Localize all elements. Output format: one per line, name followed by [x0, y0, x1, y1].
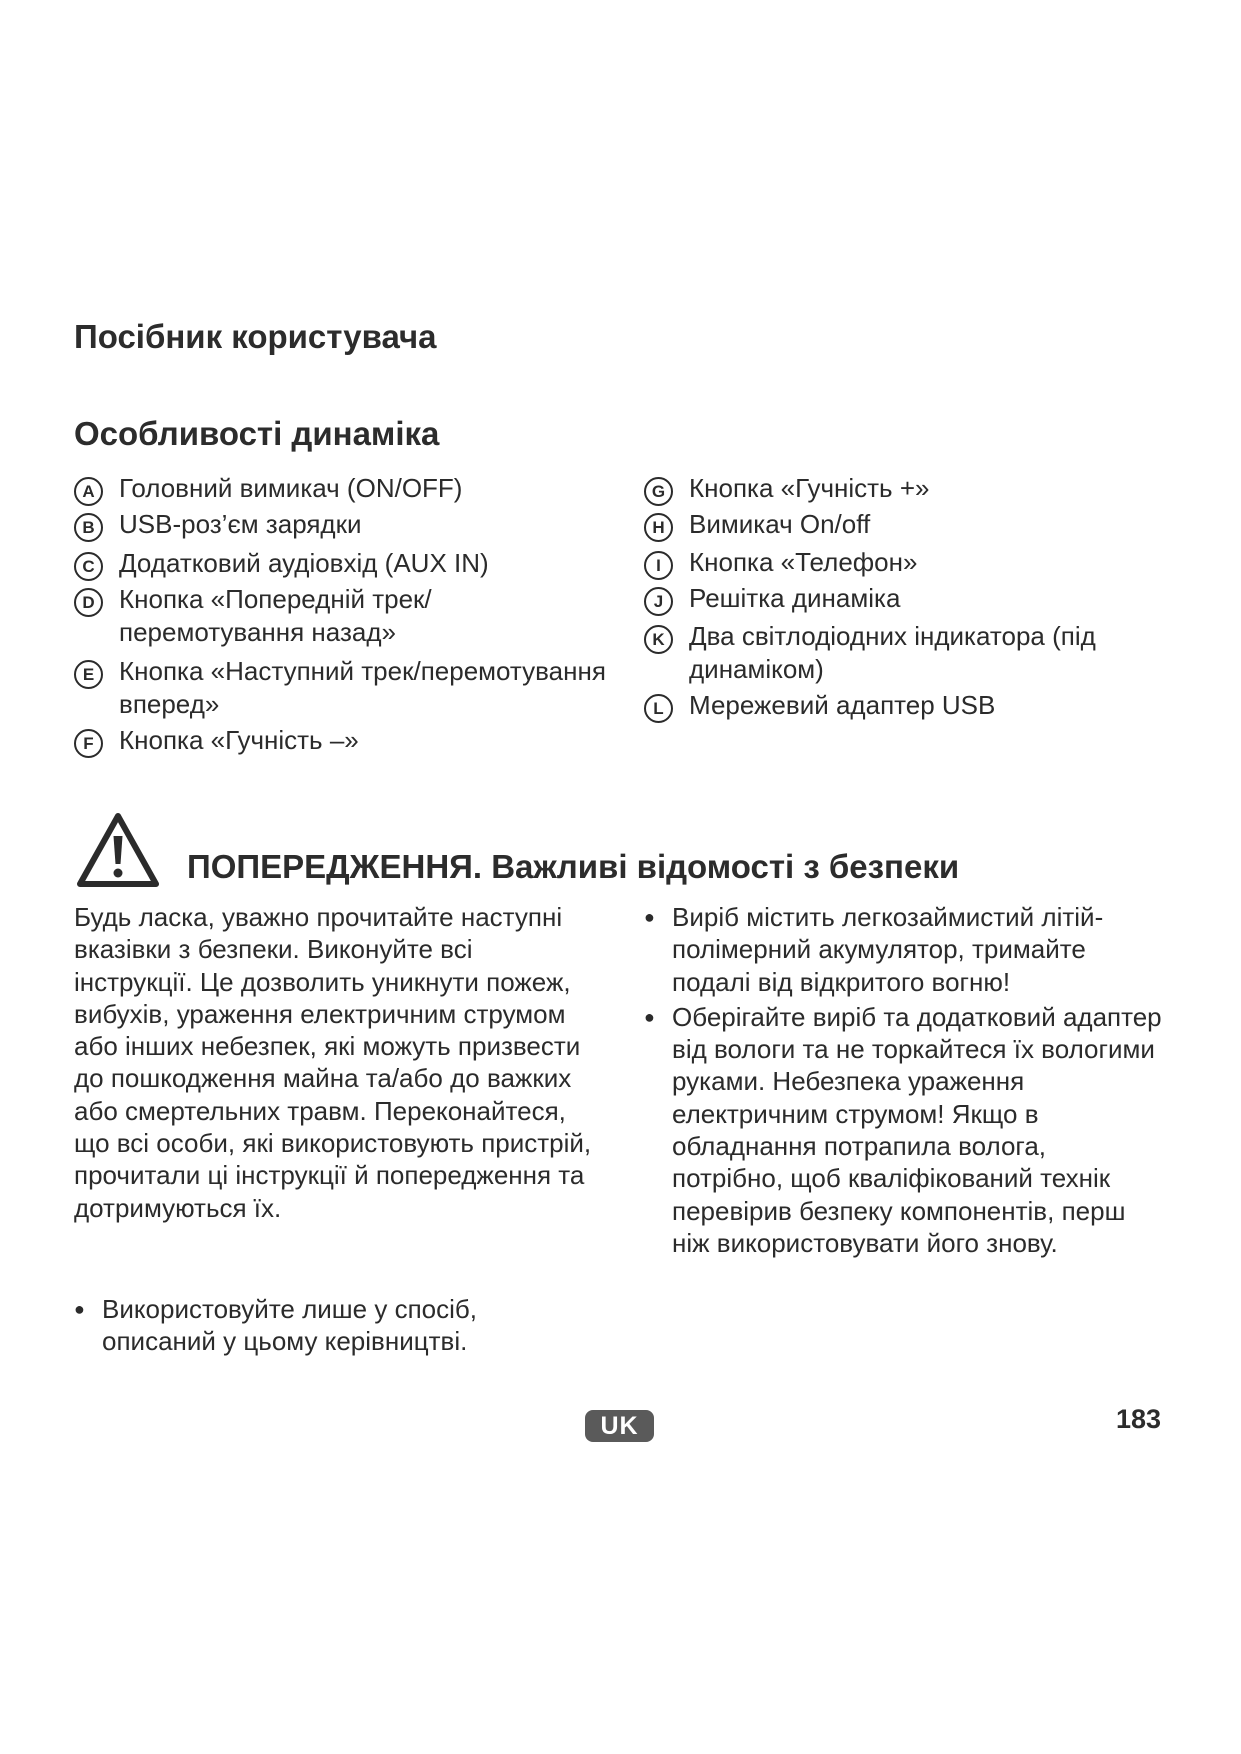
page-number: 183 — [1116, 1404, 1162, 1434]
circle-letter-h-icon: H — [644, 513, 673, 542]
feature-item — [644, 620, 1164, 686]
feature-text: USB-роз’єм зарядки — [119, 509, 362, 539]
language-badge: UK — [585, 1410, 654, 1442]
safety-bullets-right — [644, 901, 1164, 1262]
circle-letter-a-icon: A — [74, 477, 103, 506]
feature-text: Кнопка «Наступний трек/перемотування вперед» — [119, 656, 606, 719]
feature-text: Мережевий адаптер USB — [689, 690, 996, 720]
feature-item — [74, 583, 614, 649]
feature-text: Кнопка «Гучність +» — [689, 473, 930, 503]
feature-text: Додатковий аудіовхід (AUX IN) — [119, 548, 489, 578]
circle-letter-e-icon: E — [74, 660, 103, 689]
features-list-right — [644, 472, 1164, 722]
circle-letter-g-icon: G — [644, 477, 673, 506]
circle-letter-l-icon: L — [644, 694, 673, 723]
feature-text: Два світлодіодних індикатора (під динаміком) — [689, 621, 1096, 684]
safety-intro-paragraph: Будь ласка, уважно прочитайте наступні вказівки з безпеки. Виконуйте всі інструкції. Це дозволить уникнути пожеж, вибухів, ураження електричним струмом або інших небезпек, які можуть призвести до пошкодження майна та/або до важких або смертельних травм. Переконайтеся, що всі особи, які використовують пристрій, прочитали ці інструкції й попередження та дотримуються їх. — [74, 902, 592, 1223]
circle-letter-d-icon: D — [74, 588, 103, 617]
circle-letter-f-icon: F — [74, 729, 103, 758]
circle-letter-j-icon: J — [644, 587, 673, 616]
features-list-left — [74, 472, 614, 757]
feature-item — [74, 472, 614, 505]
feature-text: Кнопка «Попередній трек/перемотування назад» — [119, 584, 432, 647]
warning-triangle-icon — [76, 812, 160, 888]
safety-bullet: ● Оберігайте виріб та додатковий адаптер від вологи та не торкайтеся їх вологими руками. Небезпека ураження електричним струмом! Якщо в обладнання потрапила волога, потрібно, щоб кваліфікований технік перевірив безпеку компонентів, перш ніж використовувати його знову. — [644, 1001, 1164, 1259]
safety-bullet: ● Виріб містить легкозаймистий літій-полімерний акумулятор, тримайте подалі від відкритого вогню! — [644, 901, 1164, 998]
feature-text: Кнопка «Гучність –» — [119, 725, 359, 755]
feature-text: Кнопка «Телефон» — [689, 547, 918, 577]
feature-text: Головний вимикач (ON/OFF) — [119, 473, 463, 503]
feature-item — [644, 546, 1164, 579]
feature-item — [74, 724, 614, 757]
circle-letter-b-icon: B — [74, 513, 103, 542]
circle-letter-i-icon: I — [644, 551, 673, 580]
feature-item — [644, 508, 1164, 541]
feature-text: Вимикач On/off — [689, 509, 871, 539]
circle-letter-k-icon: K — [644, 625, 673, 654]
warning-heading: ПОПЕРЕДЖЕННЯ. Важливі відомості з безпеки — [187, 848, 960, 885]
circle-letter-c-icon: C — [74, 552, 103, 581]
feature-item — [644, 689, 1164, 722]
feature-text: Решітка динаміка — [689, 583, 901, 613]
feature-item — [644, 582, 1164, 615]
features-heading: Особливості динаміка — [74, 415, 440, 452]
feature-item — [74, 655, 614, 721]
safety-bullet: ● Використовуйте лише у спосіб, описаний у цьому керівництві. — [74, 1293, 594, 1358]
feature-item — [644, 472, 1164, 505]
feature-item — [74, 508, 614, 541]
page-title: Посібник користувача — [74, 318, 437, 355]
feature-item — [74, 547, 614, 580]
safety-bullets-left — [74, 1293, 594, 1358]
